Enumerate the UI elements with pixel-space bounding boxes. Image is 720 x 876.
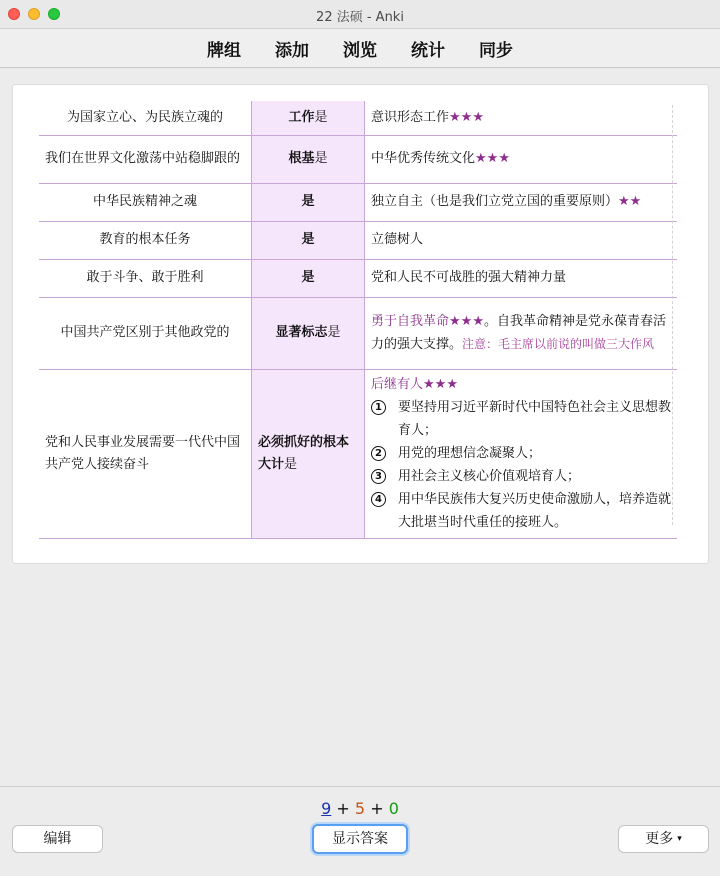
circled-number-icon: 3 xyxy=(371,469,386,484)
circled-number-icon: 4 xyxy=(371,492,386,507)
row-predicate: 是 xyxy=(252,183,365,221)
table-row xyxy=(39,369,677,538)
star-rating: ★★ xyxy=(618,194,642,209)
row-subject: 教育的根本任务 xyxy=(39,221,252,259)
row-answer: 意识形态工作★★★ xyxy=(365,101,678,135)
review-count: 0 xyxy=(388,799,399,818)
toolbar-browse[interactable]: 浏览 xyxy=(343,40,377,61)
row-subject: 为国家立心、为民族立魂的 xyxy=(39,101,252,135)
row-answer: 党和人民不可战胜的强大精神力量 xyxy=(365,259,678,297)
row-answer: 独立自主（也是我们立党立国的重要原则）★★ xyxy=(365,183,678,221)
review-card xyxy=(12,84,709,564)
card-table xyxy=(39,101,677,539)
due-counts: 9 + 5 + 0 xyxy=(321,799,399,818)
list-item: 4 用中华民族伟大复兴历史使命激励人，培养造就大批堪当时代重任的接班人。 xyxy=(371,488,671,534)
circled-number-icon: 1 xyxy=(371,400,386,415)
show-answer-button[interactable]: 显示答案 xyxy=(312,824,408,854)
title-bar xyxy=(0,0,720,29)
table-row xyxy=(39,259,677,297)
table-row xyxy=(39,221,677,259)
more-button[interactable]: 更多 ▾ xyxy=(618,825,709,853)
row-subject: 中国共产党区别于其他政党的 xyxy=(39,297,252,369)
divider xyxy=(672,105,673,525)
row-answer: 勇于自我革命★★★。自我革命精神是党永葆青春活力的强大支撑。注意：毛主席以前说的叫做三大作风 xyxy=(365,297,678,369)
chevron-down-icon: ▾ xyxy=(677,834,682,844)
row-subject: 我们在世界文化激荡中站稳脚跟的 xyxy=(39,135,252,183)
list-item: 1 要坚持用习近平新时代中国特色社会主义思想教育人； xyxy=(371,396,671,442)
table-row xyxy=(39,297,677,369)
learn-count: 5 xyxy=(354,799,366,818)
row-answer: 中华优秀传统文化★★★ xyxy=(365,135,678,183)
window-title: 22 法硕 - Anki xyxy=(316,10,404,25)
toolbar-stats[interactable]: 统计 xyxy=(411,40,445,61)
row-predicate: 显著标志是 xyxy=(252,297,365,369)
row-answer: 后继有人★★★ 1 要坚持用习近平新时代中国特色社会主义思想教育人； 2 用党的理想信念凝聚人； 3 用社会主义核心价值观培育人； 4 用中华民族伟大复兴历史使命激励人，培养造就大批堪当时代重任的接班人。 xyxy=(365,369,678,538)
table-row xyxy=(39,101,677,135)
toolbar-decks[interactable]: 牌组 xyxy=(207,40,241,61)
circled-number-icon: 2 xyxy=(371,446,386,461)
edit-button[interactable]: 编辑 xyxy=(12,825,103,853)
row-subject: 敢于斗争、敢于胜利 xyxy=(39,259,252,297)
toolbar-sync[interactable]: 同步 xyxy=(479,40,513,61)
row-predicate: 是 xyxy=(252,221,365,259)
new-count: 9 xyxy=(321,799,332,818)
toolbar-add[interactable]: 添加 xyxy=(275,40,309,61)
table-row xyxy=(39,135,677,183)
row-subject: 中华民族精神之魂 xyxy=(39,183,252,221)
row-predicate: 必须抓好的根本大计是 xyxy=(252,369,365,538)
row-predicate: 是 xyxy=(252,259,365,297)
row-subject: 党和人民事业发展需要一代代中国共产党人接续奋斗 xyxy=(39,369,252,538)
star-rating: ★★★ xyxy=(449,313,484,329)
note-text: 注意：毛主席以前说的叫做三大作风 xyxy=(462,336,655,351)
answer-list xyxy=(371,396,671,534)
star-rating: ★★★ xyxy=(449,109,484,125)
row-answer: 立德树人 xyxy=(365,221,678,259)
star-rating: ★★★ xyxy=(475,151,510,166)
list-item: 2 用党的理想信念凝聚人； xyxy=(371,442,671,465)
row-predicate: 根基是 xyxy=(252,135,365,183)
bottom-bar xyxy=(0,786,720,876)
list-item: 3 用社会主义核心价值观培育人； xyxy=(371,465,671,488)
table-row xyxy=(39,183,677,221)
star-rating: ★★★ xyxy=(423,376,458,392)
main-toolbar xyxy=(0,29,720,68)
row-predicate: 工作是 xyxy=(252,101,365,135)
